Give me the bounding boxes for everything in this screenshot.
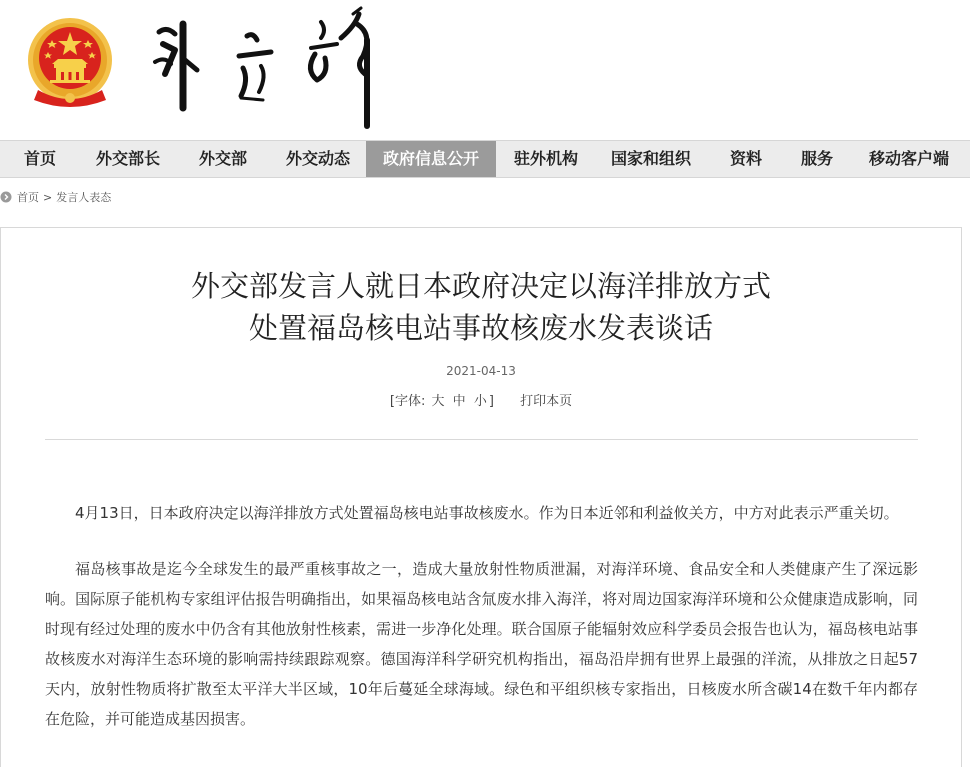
breadcrumb-separator: >: [43, 190, 53, 204]
article-title-line2: 处置福岛核电站事故核废水发表谈话: [248, 311, 713, 345]
site-header: [0, 0, 970, 140]
nav-item-materials[interactable]: 资料: [729, 149, 762, 168]
nav-item-minister[interactable]: 外交部长: [95, 149, 160, 168]
breadcrumb: [0, 186, 111, 208]
article-title-line1: 外交部发言人就日本政府决定以海洋排放方式: [190, 269, 771, 303]
font-size-small-button[interactable]: 小: [473, 394, 487, 409]
font-size-prefix: [字体:: [389, 394, 426, 409]
print-page-button[interactable]: 打印本页: [520, 394, 573, 409]
font-size-large-button[interactable]: 大: [431, 394, 445, 409]
location-arrow-icon: [0, 191, 12, 203]
font-size-suffix: ]: [488, 394, 494, 409]
article-paragraph: 4月13日，日本政府决定以海洋排放方式处置福岛核电站事故核废水。作为日本近邻和利益攸关方，中方对此表示严重关切。: [75, 504, 899, 522]
nav-item-diplomatic-news[interactable]: 外交动态: [285, 149, 350, 168]
article-paragraph: 福岛核事故是迄今全球发生的最严重核事故之一，造成大量放射性物质泄漏，对海洋环境、食品安全和人类健康产生了深远影响。国际原子能机构专家组评估报告明确指出，如果福岛核电站含氚废水排入海洋，将对周边国家海洋环境和公众健康造成影响，同时现有经过处理的废水中仍含有其他放射性核素，需进一步净化处理。联合国原子能辐射效应科学委员会报告也认为，福岛核电站事故核废水对海洋生态环境的影响需持续跟踪观察。德国海洋科学研究机构指出，福岛沿岸拥有世界上最强的洋流，从排放之日起57天内，放射性物质将扩散至太平洋大半区域，10年后蔓延全球海域。绿色和平组织核专家指出，日核废水所含碳14在数千年内都存在危险，并可能造成基因损害。: [45, 560, 918, 728]
article-body: [45, 498, 918, 760]
breadcrumb-current-link[interactable]: 发言人表态: [56, 191, 112, 204]
article-divider: [45, 439, 918, 440]
font-size-medium-button[interactable]: 中: [452, 394, 466, 409]
article-date: 2021-04-13: [446, 364, 516, 378]
nav-item-countries-organizations[interactable]: 国家和组织: [610, 149, 691, 168]
nav-item-overseas-missions[interactable]: 驻外机构: [513, 149, 578, 168]
nav-item-mobile-client[interactable]: 移动客户端: [868, 149, 949, 168]
article-container: [0, 227, 962, 767]
ministry-calligraphy-logo: [145, 4, 405, 130]
nav-item-government-info[interactable]: 政府信息公开: [366, 141, 496, 177]
article-tools: [1, 390, 961, 409]
breadcrumb-home-link[interactable]: 首页: [17, 191, 39, 204]
nav-item-home[interactable]: 首页: [23, 149, 56, 168]
nav-item-services[interactable]: 服务: [800, 149, 833, 168]
main-navigation: [0, 140, 970, 178]
article-title: [1, 265, 961, 349]
national-emblem-logo[interactable]: [24, 14, 116, 112]
nav-item-ministry[interactable]: 外交部: [198, 149, 247, 168]
